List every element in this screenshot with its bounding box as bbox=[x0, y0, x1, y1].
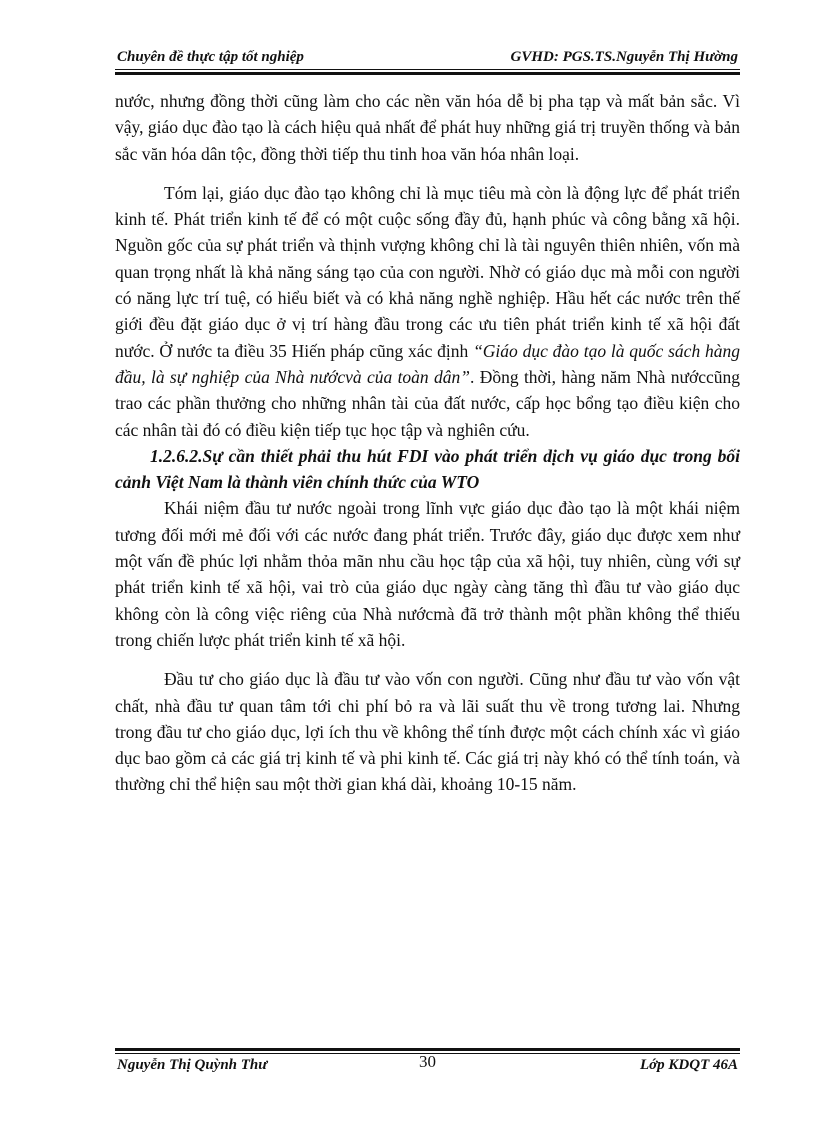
constitution-quote: “Giáo dục đào tạo là quốc sách hàng đầu, là sự nghiệp của Nhà nướcvà của toàn dân” bbox=[115, 340, 740, 387]
footer-author: Nguyễn Thị Quỳnh Thư bbox=[117, 1057, 268, 1073]
header-report-title: Chuyên đề thực tập tốt nghiệp bbox=[117, 49, 304, 65]
page-header bbox=[115, 46, 740, 68]
header-rule-thick bbox=[115, 72, 740, 75]
page-footer bbox=[115, 1052, 740, 1078]
page-number: 30 bbox=[419, 1052, 436, 1071]
paragraph-4: Đầu tư cho giáo dục là đầu tư vào vốn con người. Cũng như đầu tư vào vốn vật chất, nhà đầu tư quan tâm tới chi phí bỏ ra và lãi suất thu về trong tương lai. Nhưng trong đầu tư cho giáo dục, lợi ích thu về không thể tính được một cách chính xác vì giáo dục bao gồm cả các giá trị kinh tế và phi kinh tế. Các giá trị này khó có thể tính toán, và thường chỉ thể hiện sau một thời gian khá dài, khoảng 10-15 năm. bbox=[115, 669, 740, 795]
header-rule-thin bbox=[115, 69, 740, 70]
header-supervisor: GVHD: PGS.TS.Nguyễn Thị Hường bbox=[510, 49, 738, 65]
page-body bbox=[115, 88, 740, 798]
paragraph-2-text-a: Tóm lại, giáo dục đào tạo không chỉ là mục tiêu mà còn là động lực để phát triển kinh tế. Phát triển kinh tế để có một cuộc sống đầy đủ, hạnh phúc và công bằng xã hội. Nguồn gốc của sự phát triển và thịnh vượng không chỉ là tài nguyên thiên nhiên, vốn mà quan trọng nhất là khả năng sáng tạo của con người. Nhờ có giáo dục mà mỗi con người có năng lực trí tuệ, có hiểu biết và có khả năng nghề nghiệp. Hầu hết các nước trên thế giới đều đặt giáo dục ở vị trí hàng đầu trong các ưu tiên phát triển kinh tế xã hội đất nước. Ở nước ta điều 35 Hiến pháp cũng xác định bbox=[115, 182, 740, 361]
section-heading: 1.2.6.2.Sự cần thiết phải thu hút FDI vào phát triển dịch vụ giáo dục trong bối cảnh Việt Nam là thành viên chính thức của WTO bbox=[115, 445, 740, 493]
paragraph-2 bbox=[115, 180, 740, 443]
paragraph-2-text-b: . Đồng thời, hàng năm Nhà nướccũng trao các phần thưởng cho những nhân tài của đất nước, cấp học bổng tạo điều kiện cho các nhân tài đó có điều kiện tiếp tục học tập và nghiên cứu. bbox=[115, 366, 740, 440]
paragraph-3: Khái niệm đầu tư nước ngoài trong lĩnh vực giáo dục đào tạo là một khái niệm tương đối mới mẻ đối với các nước đang phát triển. Trước đây, giáo dục được xem như một vấn đề phúc lợi nhằm thỏa mãn nhu cầu học tập của xã hội, tuy nhiên, cùng với sự phát triển kinh tế xã hội, vai trò của giáo dục ngày càng tăng thì đầu tư vào giáo dục không còn là công việc riêng của Nhà nướcmà đã trở thành một phần không thể thiếu trong chiến lược phát triển kinh tế xã hội. bbox=[115, 498, 740, 650]
footer-rule-thick bbox=[115, 1048, 740, 1051]
footer-class: Lớp KDQT 46A bbox=[639, 1057, 738, 1073]
paragraph-1: nước, nhưng đồng thời cũng làm cho các nền văn hóa dễ bị pha tạp và mất bản sắc. Vì vậy, giáo dục đào tạo là cách hiệu quả nhất để phát huy những giá trị truyền thống và bản sắc văn hóa dân tộc, đồng thời tiếp thu tinh hoa văn hóa nhân loại. bbox=[115, 91, 740, 164]
